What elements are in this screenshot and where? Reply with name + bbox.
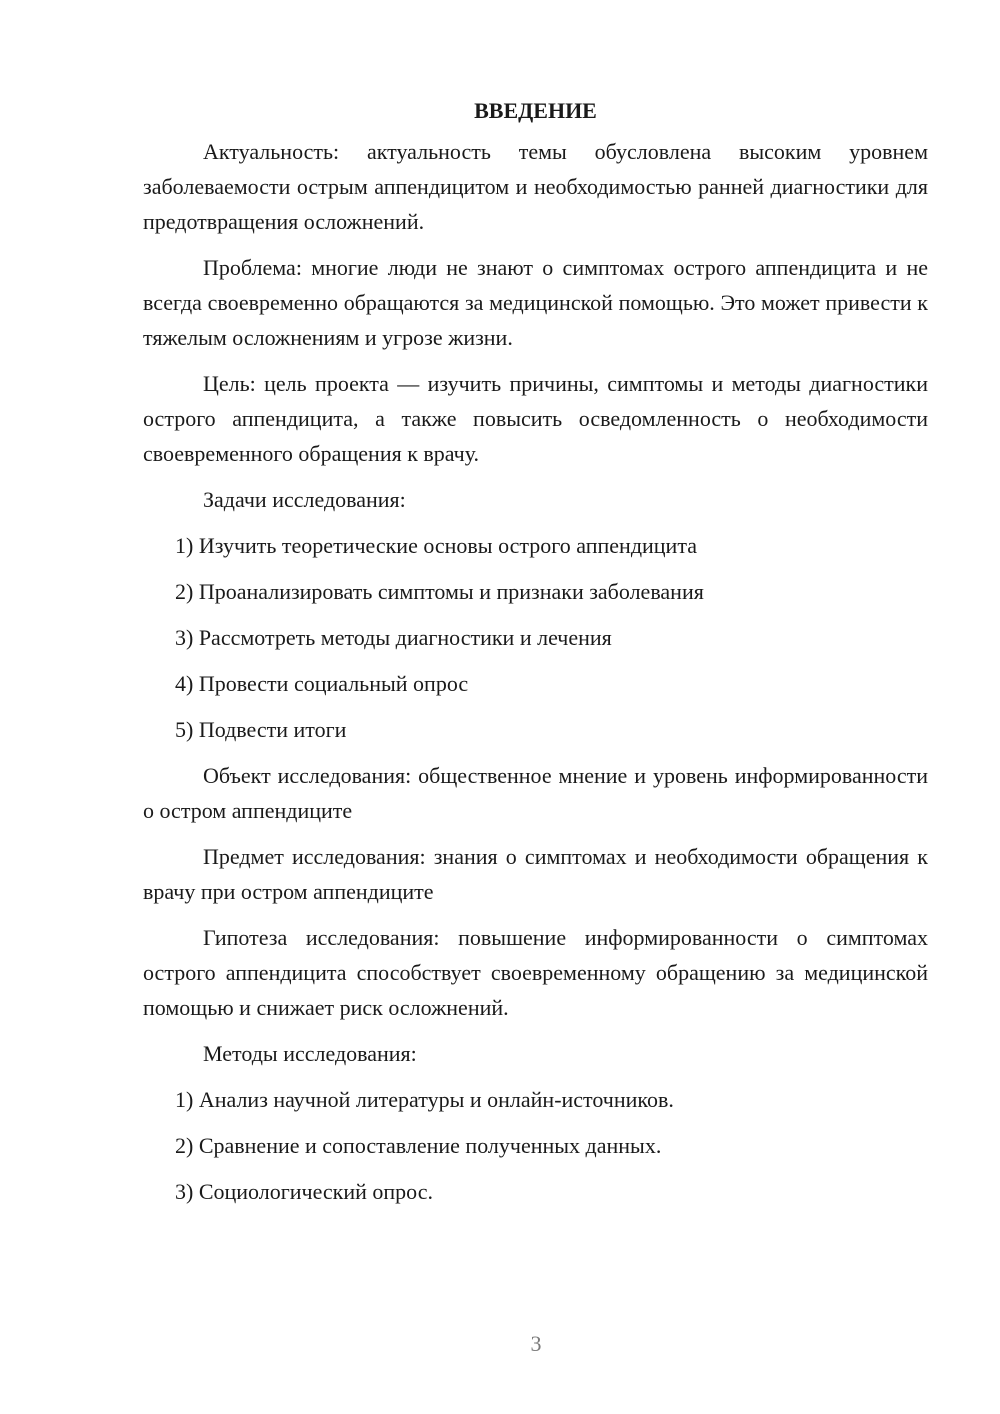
method-item-2: 2) Сравнение и сопоставление полученных данных. <box>175 1133 662 1158</box>
relevance-paragraph: Актуальность: актуальность темы обусловлена высоким уровнем заболеваемости острым аппендицитом и необходимостью ранней диагностики для предотвращения осложнений. <box>143 139 928 234</box>
tasks-label: Задачи исследования: <box>203 487 406 512</box>
task-item-3: 3) Рассмотреть методы диагностики и лечения <box>175 625 612 650</box>
task-item-5: 5) Подвести итоги <box>175 717 347 742</box>
page-content <box>143 93 928 1220</box>
task-item-1: 1) Изучить теоретические основы острого аппендицита <box>175 533 697 558</box>
method-item-1: 1) Анализ научной литературы и онлайн-источников. <box>175 1087 674 1112</box>
page-number: 3 <box>530 1331 542 1356</box>
task-item-2: 2) Проанализировать симптомы и признаки заболевания <box>175 579 704 604</box>
methods-label: Методы исследования: <box>203 1041 417 1066</box>
hypothesis-paragraph: Гипотеза исследования: повышение информированности о симптомах острого аппендицита способствует своевременному обращению за медицинской помощью и снижает риск осложнений. <box>143 925 928 1020</box>
method-item-3: 3) Социологический опрос. <box>175 1179 433 1204</box>
methods-list <box>143 1082 928 1209</box>
subject-paragraph: Предмет исследования: знания о симптомах и необходимости обращения к врачу при остром аппендиците <box>143 844 928 904</box>
problem-paragraph: Проблема: многие люди не знают о симптомах острого аппендицита и не всегда своевременно обращаются за медицинской помощью. Это может привести к тяжелым осложнениям и угрозе жизни. <box>143 255 928 350</box>
task-item-4: 4) Провести социальный опрос <box>175 671 469 696</box>
section-heading: ВВЕДЕНИЕ <box>474 98 597 123</box>
tasks-list <box>143 528 928 747</box>
object-paragraph: Объект исследования: общественное мнение и уровень информированности о остром аппендиците <box>143 763 928 823</box>
goal-paragraph: Цель: цель проекта — изучить причины, симптомы и методы диагностики острого аппендицита, а также повысить осведомленность о необходимости своевременного обращения к врачу. <box>143 371 928 466</box>
